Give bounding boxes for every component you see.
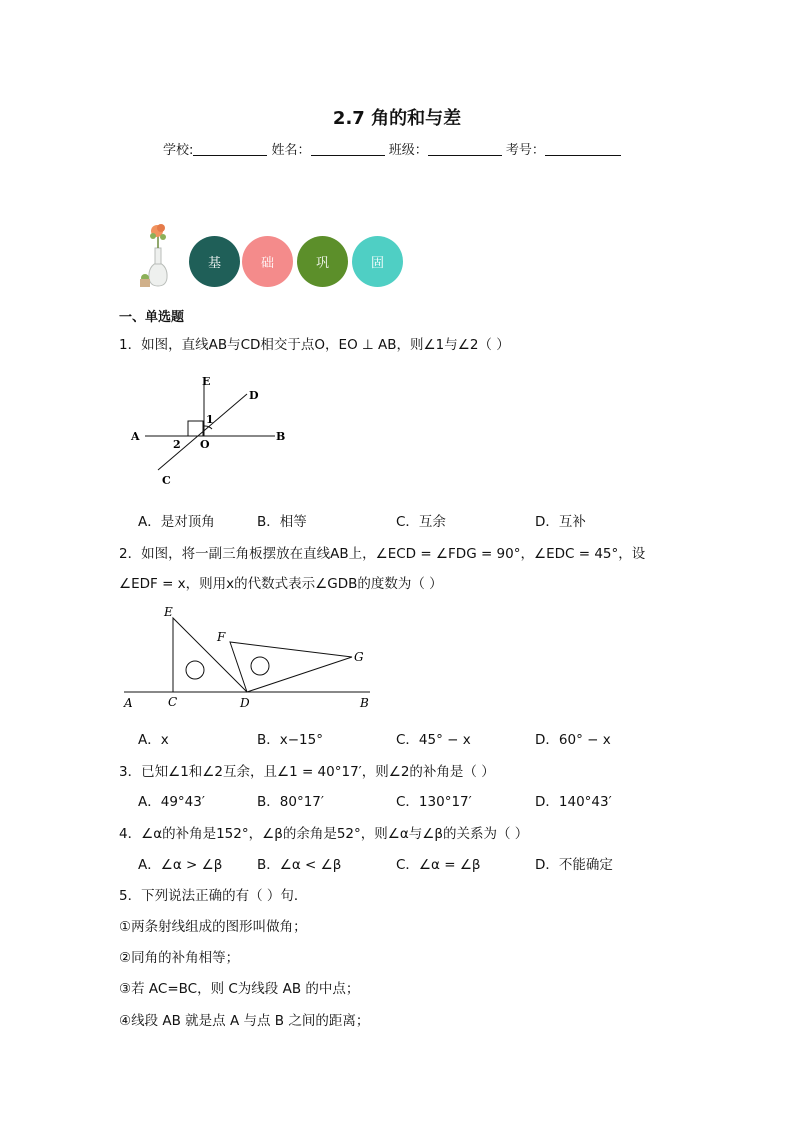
exam-number-blank[interactable] <box>545 142 621 156</box>
q4-stem: 4．∠α的补角是152°，∠β的余角是52°，则∠α与∠β的关系为（ ） <box>119 826 529 842</box>
q3-option-c[interactable]: C．130°17′ <box>396 794 472 810</box>
name-blank[interactable] <box>311 142 385 156</box>
q4-option-c[interactable]: C．∠α = ∠β <box>396 857 481 873</box>
q2-label-B: B <box>360 696 369 710</box>
q2-label-D: D <box>240 696 250 710</box>
q3-option-b[interactable]: B．80°17′ <box>257 794 324 810</box>
badge-gong: 巩 <box>297 236 348 287</box>
q2-stem-line1: 2．如图，将一副三角板摆放在直线AB上，∠ECD = ∠FDG = 90°，∠EDC = 45°，设 <box>119 546 646 562</box>
q1-label-1: 1 <box>206 413 214 426</box>
section-heading: 一、单选题 <box>119 310 185 325</box>
school-blank[interactable] <box>193 142 267 156</box>
q5-statement-4: ④线段 AB 就是点 A 与点 B 之间的距离； <box>119 1013 370 1029</box>
q2-label-F: F <box>217 630 226 644</box>
q1-option-b[interactable]: B．相等 <box>257 514 307 530</box>
q2-label-A: A <box>124 696 133 710</box>
q1-label-D: D <box>249 389 259 402</box>
badge-ji: 基 <box>189 236 240 287</box>
q2-label-E: E <box>164 605 173 619</box>
exam-number-label: 考号： <box>505 143 545 158</box>
q3-option-d[interactable]: D．140°43′ <box>535 794 612 810</box>
q3-stem: 3．已知∠1和∠2互余，且∠1 = 40°17′，则∠2的补角是（ ） <box>119 764 495 780</box>
q2-stem-line2: ∠EDF = x，则用x的代数式表示∠GDB的度数为（ ） <box>119 576 443 592</box>
badge-chu: 础 <box>242 236 293 287</box>
class-label: 班级： <box>388 143 428 158</box>
student-info-row <box>163 139 621 158</box>
q2-label-C: C <box>168 695 178 709</box>
page-title: 2.7 角的和与差 <box>332 108 462 129</box>
q1-figure <box>125 370 300 490</box>
q1-stem: 1．如图，直线AB与CD相交于点O，EO ⊥ AB，则∠1与∠2（ ） <box>119 337 510 353</box>
q5-statement-1: ①两条射线组成的图形叫做角； <box>119 919 307 935</box>
badge-gu: 固 <box>352 236 403 287</box>
class-blank[interactable] <box>428 142 502 156</box>
q1-label-E: E <box>202 375 211 388</box>
name-label: 姓名： <box>271 143 311 158</box>
q1-label-C: C <box>162 474 171 487</box>
q1-option-c[interactable]: C．互余 <box>396 514 446 530</box>
school-label: 学校: <box>163 143 194 158</box>
q4-option-b[interactable]: B．∠α < ∠β <box>257 857 342 873</box>
q2-figure <box>118 600 378 715</box>
q5-statement-2: ②同角的补角相等； <box>119 950 240 966</box>
q2-label-G: G <box>354 650 364 664</box>
q5-stem: 5．下列说法正确的有（ ）句． <box>119 888 308 904</box>
q1-label-O: O <box>200 438 210 451</box>
q2-option-c[interactable]: C．45° − x <box>396 732 471 748</box>
q2-option-b[interactable]: B．x−15° <box>257 732 323 748</box>
plant-vase-icon <box>136 222 180 288</box>
q2-option-d[interactable]: D．60° − x <box>535 732 611 748</box>
q5-statement-3: ③若 AC=BC，则 C为线段 AB 的中点； <box>119 981 360 997</box>
q1-label-2: 2 <box>173 438 181 451</box>
q2-option-a[interactable]: A．x <box>138 732 169 748</box>
q1-label-B: B <box>276 430 286 443</box>
q4-option-a[interactable]: A．∠α > ∠β <box>138 857 223 873</box>
q3-option-a[interactable]: A．49°43′ <box>138 794 205 810</box>
q4-option-d[interactable]: D．不能确定 <box>535 857 613 873</box>
q1-label-A: A <box>131 430 140 443</box>
q1-option-a[interactable]: A．是对顶角 <box>138 514 215 530</box>
q1-option-d[interactable]: D．互补 <box>535 514 586 530</box>
